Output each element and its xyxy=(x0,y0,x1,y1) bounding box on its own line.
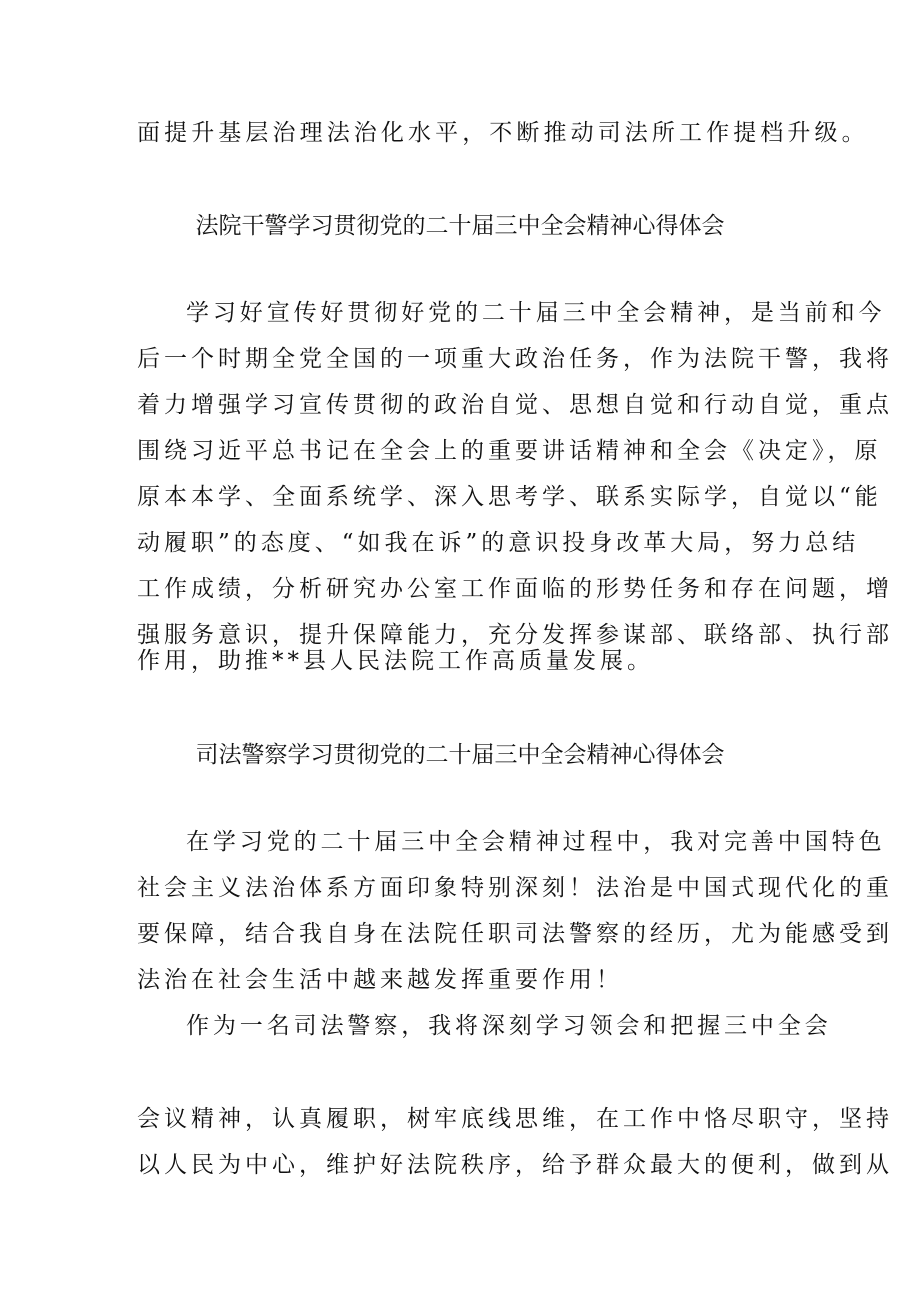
paragraph-line: 作用，助推**县人民法院工作高质量发展。 xyxy=(137,648,654,674)
paragraph-line: 在学习党的二十届三中全会精神过程中，我对完善中国特色 xyxy=(186,829,886,855)
paragraph-line: 学习好宣传好贯彻好党的二十届三中全会精神，是当前和今 xyxy=(186,300,886,326)
paragraph-line: 强服务意识，提升保障能力，充分发挥参谋部、联络部、执行部 xyxy=(137,622,893,648)
paragraph-line: 会议精神，认真履职，树牢底线思维，在工作中恪尽职守，坚持 xyxy=(137,1106,893,1132)
section-title: 司法警察学习贯彻党的二十届三中全会精神心得体会 xyxy=(195,742,725,768)
paragraph-line: 面提升基层治理法治化水平，不断推动司法所工作提档升级。 xyxy=(137,120,869,146)
paragraph-line: 以人民为中心，维护好法院秩序，给予群众最大的便利，做到从 xyxy=(137,1152,893,1178)
paragraph-line: 作为一名司法警察，我将深刻学习领会和把握三中全会 xyxy=(186,1013,832,1039)
paragraph-line: 社会主义法治体系方面印象特别深刻！法治是中国式现代化的重 xyxy=(137,875,893,901)
section-title: 法院干警学习贯彻党的二十届三中全会精神心得体会 xyxy=(195,213,725,239)
paragraph-line: 原本本学、全面系统学、深入思考学、联系实际学，自觉以“能 xyxy=(137,484,882,510)
paragraph-line: 要保障，结合我自身在法院任职司法警察的经历，尤为能感受到 xyxy=(137,921,893,947)
paragraph-line: 动履职”的态度、“如我在诉”的意识投身改革大局，努力总结 xyxy=(137,530,860,556)
paragraph-line: 着力增强学习宣传贯彻的政治自觉、思想自觉和行动自觉，重点 xyxy=(137,392,893,418)
paragraph-line: 法治在社会生活中越来越发挥重要作用！ xyxy=(137,967,623,993)
paragraph-line: 围绕习近平总书记在全会上的重要讲话精神和全会《决定》，原 xyxy=(137,438,882,464)
paragraph-line: 工作成绩，分析研究办公室工作面临的形势任务和存在问题，增 xyxy=(137,576,893,602)
paragraph-line: 后一个时期全党全国的一项重大政治任务，作为法院干警，我将 xyxy=(137,346,893,372)
